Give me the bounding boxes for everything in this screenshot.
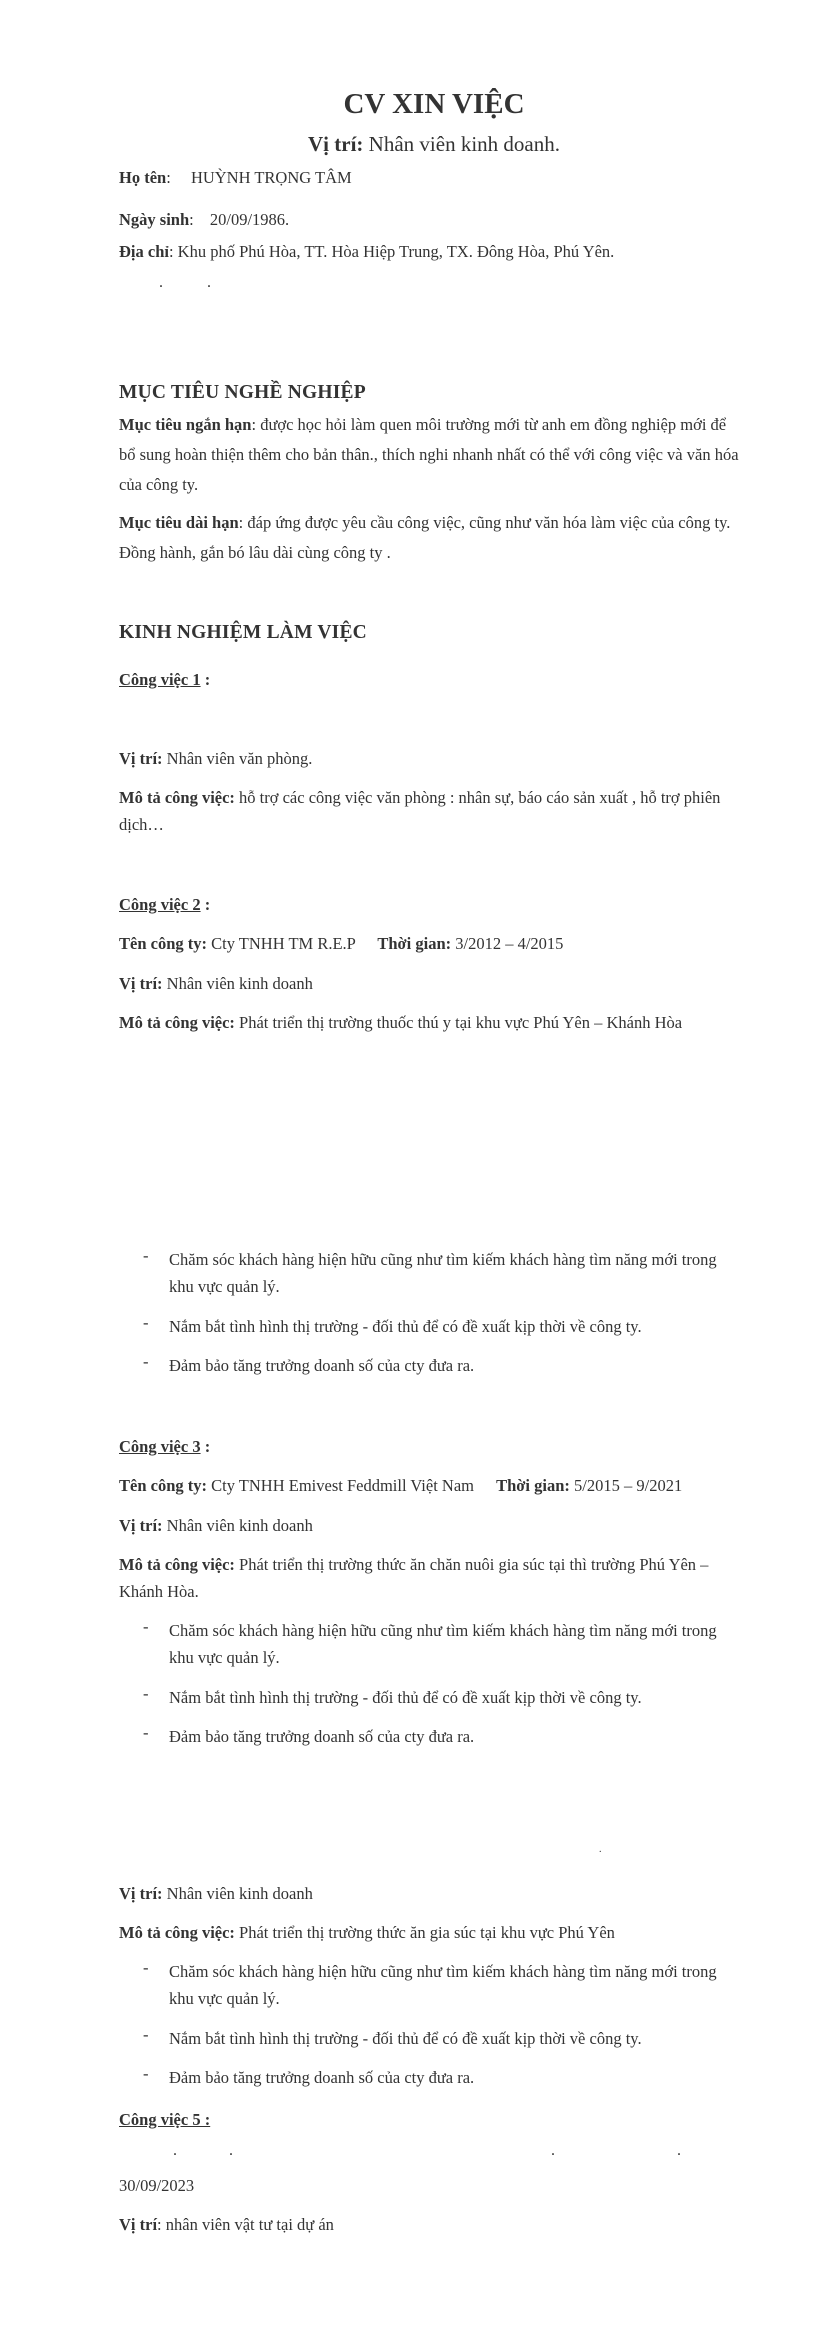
bullet-text: Nắm bắt tình hình thị trường - đối thủ để có đề xuất kịp thời về công ty. <box>169 2029 642 2048</box>
dob-sep: : <box>189 210 194 229</box>
list-item <box>169 2025 749 2052</box>
cv-title: CV XIN VIỆC <box>343 88 525 120</box>
address-row <box>119 238 614 265</box>
job4-bullet-list <box>119 1958 749 2088</box>
long-term-text: : đáp ứng được yêu cầu công việc, cũng như văn hóa làm việc của công ty. <box>238 513 731 532</box>
bullet-dash: - <box>143 2025 149 2044</box>
bullet-dash: - <box>143 1352 149 1371</box>
stray-dot: . <box>207 274 211 291</box>
bullet-text: Nắm bắt tình hình thị trường - đối thủ để có đề xuất kịp thời về công ty. <box>169 1688 642 1707</box>
cv-position-line <box>119 132 749 157</box>
job1-title: Công việc 1 <box>119 670 201 689</box>
position-value: Nhân viên kinh doanh. <box>368 132 560 156</box>
job3-company-row <box>119 1472 682 1499</box>
stray-dot: . <box>159 274 163 291</box>
bullet-dash: - <box>143 1617 149 1636</box>
list-item <box>169 1246 749 1300</box>
job5-date: 30/09/2023 <box>119 2176 195 2195</box>
job3-description <box>119 1551 749 1605</box>
job2-position-label: Vị trí: <box>119 974 163 993</box>
name-value: HUỲNH TRỌNG TÂM <box>190 168 352 187</box>
job2-title-row <box>119 891 210 918</box>
job2-time-value: 3/2012 – 4/2015 <box>455 934 564 953</box>
job5-position-value: : nhân viên vật tư tại dự án <box>157 2215 334 2234</box>
job4-position-value: Nhân viên kinh doanh <box>166 1884 313 1903</box>
list-item <box>169 1723 749 1750</box>
bullet-text: khu vực quản lý. <box>169 1277 280 1296</box>
job3-position-row <box>119 1512 313 1539</box>
job2-title: Công việc 2 <box>119 895 201 914</box>
job2-company-row <box>119 930 563 957</box>
bullet-dash: - <box>143 2064 149 2083</box>
dob-value: 20/09/1986. <box>209 210 290 229</box>
short-term-text: của công ty. <box>119 475 199 494</box>
list-item <box>169 1617 749 1671</box>
job3-desc-label: Mô tả công việc: <box>119 1555 235 1574</box>
bullet-text: khu vực quản lý. <box>169 1989 280 2008</box>
name-label: Họ tên <box>119 168 167 187</box>
job4-desc-label: Mô tả công việc: <box>119 1923 235 1942</box>
bullet-dash: - <box>143 1958 149 1977</box>
job1-desc-label: Mô tả công việc: <box>119 788 235 807</box>
list-item <box>169 1958 749 2012</box>
bullet-text: khu vực quản lý. <box>169 1648 280 1667</box>
list-item <box>169 1352 749 1379</box>
job5-position-row <box>119 2211 334 2238</box>
job4-position-row <box>119 1880 313 1907</box>
dob-label: Ngày sinh <box>119 210 190 229</box>
bullet-text: Đảm bảo tăng trưởng doanh số của cty đưa ra. <box>169 1727 475 1746</box>
dob-row <box>119 206 289 233</box>
job2-bullet-list <box>119 1246 749 1376</box>
job5-position-label: Vị trí <box>119 2215 158 2234</box>
address-value: : Khu phố Phú Hòa, TT. Hòa Hiệp Trung, TX. Đông Hòa, Phú Yên. <box>168 242 615 261</box>
job2-position-value: Nhân viên kinh doanh <box>166 974 313 993</box>
job4-desc-value: Phát triển thị trường thức ăn gia súc tại khu vực Phú Yên <box>239 1923 615 1942</box>
bullet-text: Chăm sóc khách hàng hiện hữu cũng như tìm kiếm khách hàng tìm năng mới trong <box>169 1621 717 1640</box>
bullet-text: Chăm sóc khách hàng hiện hữu cũng như tìm kiếm khách hàng tìm năng mới trong <box>169 1962 717 1981</box>
job3-desc-text: Khánh Hòa. <box>119 1582 199 1601</box>
job2-desc-label: Mô tả công việc: <box>119 1013 235 1032</box>
list-item <box>169 1313 749 1340</box>
job3-title-row <box>119 1433 210 1460</box>
job3-title: Công việc 3 <box>119 1437 201 1456</box>
job3-position-label: Vị trí: <box>119 1516 163 1535</box>
job3-bullet-list <box>119 1617 749 1747</box>
job2-colon: : <box>204 895 211 914</box>
short-term-text: bổ sung hoàn thiện thêm cho bản thân., thích nghi nhanh nhất có thể với công việc và văn hóa <box>119 445 739 464</box>
stray-dot: . <box>551 2150 555 2159</box>
name-row <box>119 164 352 191</box>
long-term-label: Mục tiêu dài hạn <box>119 513 239 532</box>
bullet-text: Đảm bảo tăng trưởng doanh số của cty đưa ra. <box>169 2068 475 2087</box>
long-term-objective <box>119 509 730 566</box>
job1-colon: : <box>204 670 211 689</box>
list-item <box>169 2064 749 2091</box>
job5-title: Công việc 5 : <box>119 2110 211 2129</box>
job3-company-value: Cty TNHH Emivest Feddmill Việt Nam <box>211 1476 474 1495</box>
bullet-text: Đảm bảo tăng trưởng doanh số của cty đưa ra. <box>169 1356 475 1375</box>
job3-desc-text: Phát triển thị trường thức ăn chăn nuôi gia súc tại thì trường Phú Yên – <box>239 1555 709 1574</box>
stray-dot: . <box>677 2150 681 2159</box>
job2-company-value: Cty TNHH TM R.E.P <box>211 934 356 953</box>
address-label: Địa chỉ <box>119 242 169 261</box>
job1-position-label: Vị trí: <box>119 749 163 768</box>
bullet-dash: - <box>143 1723 149 1742</box>
stray-dot: . <box>173 2150 177 2159</box>
short-term-objective <box>119 411 759 498</box>
short-term-label: Mục tiêu ngắn hạn <box>119 415 252 434</box>
job3-time-value: 5/2015 – 9/2021 <box>574 1476 683 1495</box>
short-term-text: : được học hỏi làm quen môi trường mới từ anh em đồng nghiệp mới để <box>251 415 727 434</box>
job1-position-value: Nhân viên văn phòng. <box>166 749 313 768</box>
job4-position-label: Vị trí: <box>119 1884 163 1903</box>
job2-description <box>119 1009 682 1036</box>
job1-title-row <box>119 666 210 693</box>
job1-description <box>119 784 749 838</box>
list-item <box>169 1684 749 1711</box>
bullet-text: Nắm bắt tình hình thị trường - đối thủ để có đề xuất kịp thời về công ty. <box>169 1317 642 1336</box>
job1-desc-text: dịch… <box>119 815 164 834</box>
long-term-text: Đồng hành, gắn bó lâu dài cùng công ty . <box>119 543 391 562</box>
job3-colon: : <box>204 1437 211 1456</box>
job2-company-label: Tên công ty: <box>119 934 207 953</box>
job1-desc-text: hỗ trợ các công việc văn phòng : nhân sự, báo cáo sản xuất , hỗ trợ phiên <box>239 788 721 807</box>
job3-time-label: Thời gian: <box>496 1476 570 1495</box>
bullet-dash: - <box>143 1246 149 1265</box>
stray-dot: . <box>599 1844 602 1855</box>
bullet-text: Chăm sóc khách hàng hiện hữu cũng như tìm kiếm khách hàng tìm năng mới trong <box>169 1250 717 1269</box>
job2-time-label: Thời gian: <box>377 934 452 953</box>
job3-company-label: Tên công ty: <box>119 1476 207 1495</box>
job1-position-row <box>119 745 312 772</box>
bullet-dash: - <box>143 1684 149 1703</box>
clipped-line-fragment <box>119 2150 749 2164</box>
job3-position-value: Nhân viên kinh doanh <box>166 1516 313 1535</box>
stray-dot: . <box>229 2150 233 2159</box>
bullet-dash: - <box>143 1313 149 1332</box>
experience-heading: KINH NGHIỆM LÀM VIỆC <box>119 622 367 643</box>
objectives-heading: MỤC TIÊU NGHỀ NGHIỆP <box>119 382 366 403</box>
job4-description <box>119 1919 615 1946</box>
job2-desc-value: Phát triển thị trường thuốc thú y tại khu vực Phú Yên – Khánh Hòa <box>239 1013 683 1032</box>
position-label: Vị trí: <box>308 132 364 156</box>
name-sep: : <box>166 168 171 187</box>
job2-position-row <box>119 970 313 997</box>
